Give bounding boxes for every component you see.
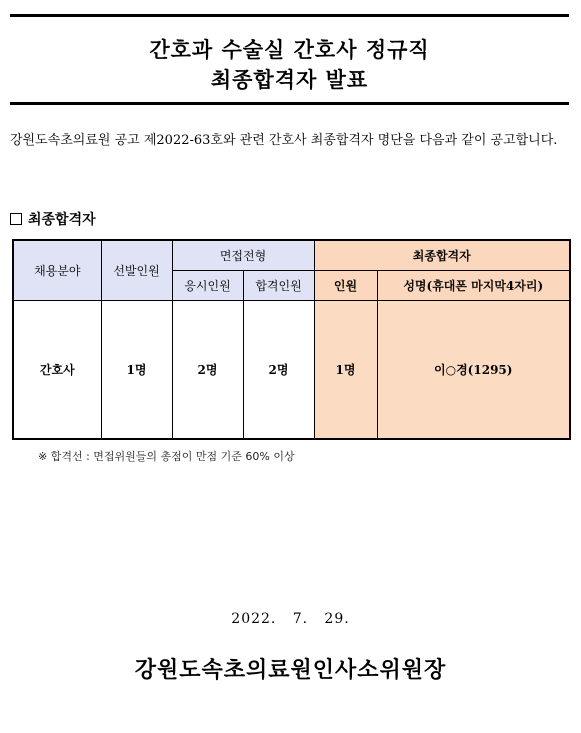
header-field: 채용분야	[13, 240, 101, 300]
intro-paragraph: 강원도속초의료원 공고 제2022-63호와 관련 간호사 최종합격자 명단을 다음과 같이 공고합니다.	[10, 133, 558, 148]
header-interview-group: 면접전형	[172, 240, 314, 270]
section-heading-label: 최종합격자	[28, 212, 96, 228]
page-title-line2: 최종합격자 발표	[210, 68, 369, 92]
cell-count: 1명	[314, 300, 377, 439]
title-top-rule	[10, 14, 569, 17]
cell-name: 이○경(1295)	[377, 300, 570, 439]
cell-passed: 2명	[243, 300, 314, 439]
section-heading	[10, 209, 96, 229]
table-header-row-1	[13, 240, 570, 270]
page-title-line1: 간호과 수술실 간호사 정규직	[149, 38, 430, 62]
final-result-table	[12, 239, 571, 440]
checkbox-icon	[10, 213, 22, 225]
header-final-group: 최종합격자	[314, 240, 570, 270]
announcement-date: 2022. 7. 29.	[231, 611, 350, 627]
cell-field: 간호사	[13, 300, 101, 439]
cell-selection-count: 1명	[101, 300, 172, 439]
issuer-signature: 강원도속초의료원인사소위원장	[134, 657, 447, 683]
table-row	[13, 300, 570, 439]
header-selection-count: 선발인원	[101, 240, 172, 300]
header-name: 성명(휴대폰 마지막4자리)	[377, 270, 570, 300]
title-bottom-rule	[10, 102, 569, 105]
header-count: 인원	[314, 270, 377, 300]
header-passed: 합격인원	[243, 270, 314, 300]
cell-applicants: 2명	[172, 300, 243, 439]
title-block	[10, 14, 569, 106]
pass-line-note: ※ 합격선 : 면접위원들의 총점이 만점 기준 60% 이상	[38, 450, 295, 463]
header-applicants: 응시인원	[172, 270, 243, 300]
